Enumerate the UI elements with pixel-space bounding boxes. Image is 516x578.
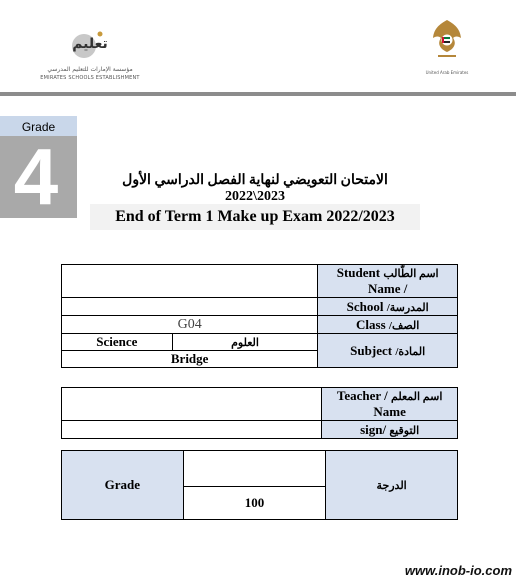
grade-table — [61, 450, 458, 520]
grade-badge-number: 4 — [13, 132, 59, 221]
header-rule — [0, 92, 516, 96]
class-label: Class الصف/ — [318, 316, 458, 334]
uae-emblem-icon — [430, 18, 464, 62]
student-name-label: Student اسم الطّالب Name / — [318, 265, 458, 298]
watermark-link[interactable]: www.inob-io.com — [404, 563, 512, 578]
subject-english: Science — [62, 334, 173, 351]
school-field[interactable] — [62, 298, 318, 316]
grade-label-cell: Grade — [62, 451, 184, 520]
grade-label-arabic: الدرجة — [326, 451, 458, 520]
score-field[interactable] — [183, 451, 326, 487]
max-score: 100 — [183, 487, 326, 520]
exam-title-arabic: الامتحان التعويضي لنهاية الفصل الدراسي الأول 2023\2022 — [122, 173, 388, 204]
exam-title-english: End of Term 1 Make up Exam 2022/2023 — [115, 208, 395, 225]
subject-label: Subject المادة/ — [318, 334, 458, 368]
logo-english-text: EMIRATES SCHOOLS ESTABLISHMENT — [40, 75, 140, 81]
logo-word: تعليم — [72, 36, 108, 52]
student-name-field[interactable] — [62, 265, 318, 298]
teacher-name-field[interactable] — [62, 388, 322, 421]
teacher-name-label: Teacher / اسم المعلم Name — [322, 388, 458, 421]
teacher-sign-field[interactable] — [62, 421, 322, 439]
logo-arabic-text: مؤسسة الإمارات للتعليم المدرسي — [47, 66, 133, 73]
emblem-caption: United Arab Emirates — [425, 70, 469, 75]
grade-badge-label: Grade — [21, 120, 56, 134]
subject-value: Bridge — [62, 351, 318, 368]
student-info-table — [61, 264, 458, 368]
tadris-logo-icon — [70, 26, 110, 62]
teacher-info-table — [61, 387, 458, 439]
teacher-sign-label: sign/ التوقيع — [322, 421, 458, 439]
class-field[interactable]: G04 — [62, 316, 318, 334]
subject-arabic: العلوم — [172, 334, 318, 351]
school-label: School المدرسة/ — [318, 298, 458, 316]
